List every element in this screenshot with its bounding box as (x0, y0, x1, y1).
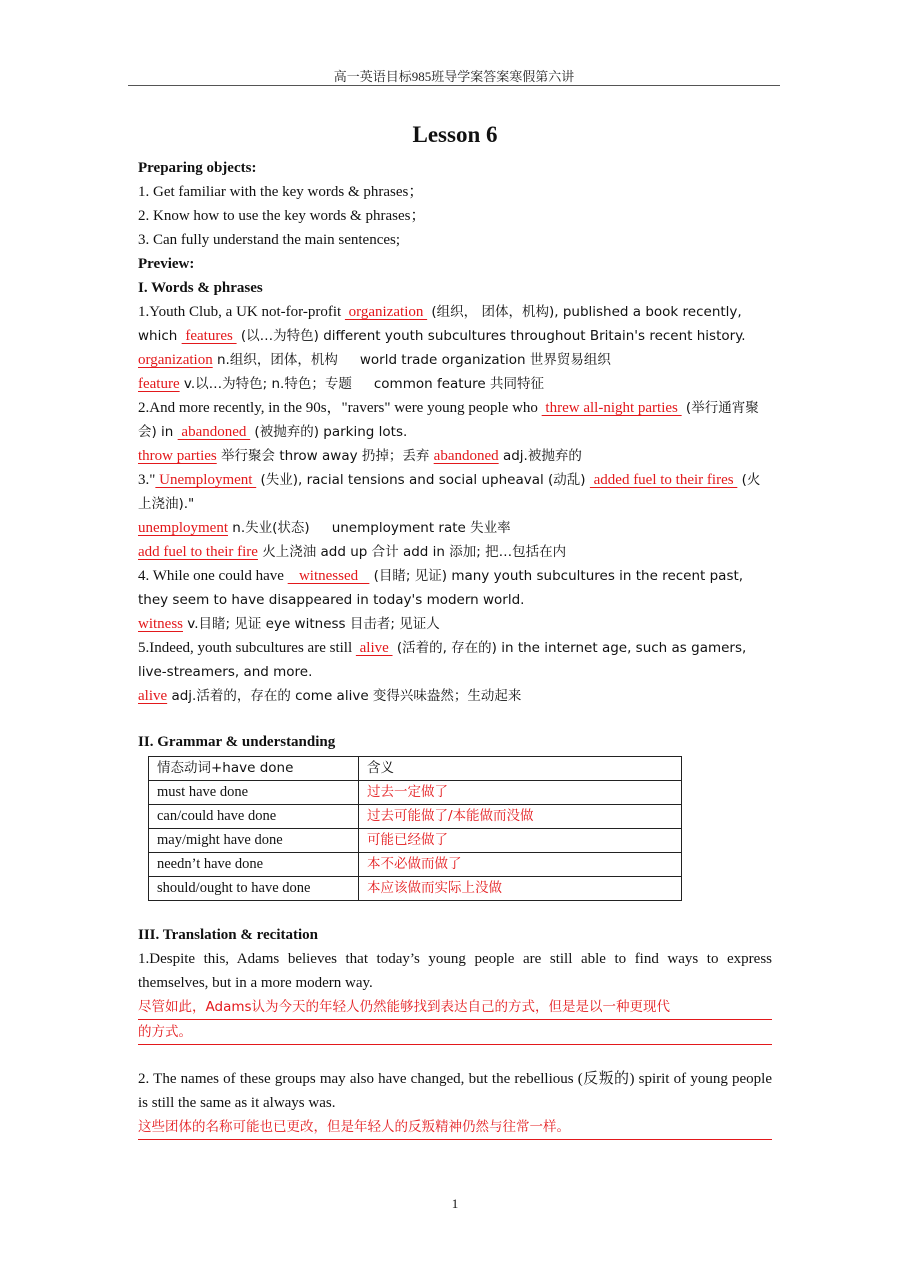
answer-blank: witnessed (287, 568, 370, 584)
question-4: 4. While one could have witnessed (目睹; 见证) many youth subcultures in the recent past, they seem to have disappeared in today's modern world. (138, 568, 744, 608)
answer-blank: features (181, 328, 237, 344)
vocab-note: alive adj.活着的，存在的 come alive 变得兴味盎然；生动起来 (138, 688, 522, 704)
table-row (149, 757, 682, 781)
translation-answer-2: 这些团体的名称可能也已更改，但是年轻人的反叛精神仍然与往常一样。 (138, 1115, 772, 1140)
vocab-note: add fuel to their fire 火上浇油 add up 合计 add in 添加; 把…包括在内 (138, 544, 567, 560)
table-cell: 情态动词+have done (149, 757, 359, 781)
translation-answer-1: 尽管如此，Adams认为今天的年轻人仍然能够找到表达自己的方式，但是是以一种更现代 的方式。 (138, 995, 772, 1045)
table-cell: needn’t have done (149, 853, 359, 877)
table-cell: should/ought to have done (149, 877, 359, 901)
question-2: 2.And more recently, in the 90s，"ravers" were young people who threw all-night parties (举行通宵聚会) in abandoned (被抛弃的) parking lots. (138, 400, 759, 440)
table-row (149, 805, 682, 829)
page-header: 高一英语目标985班导学案答案寒假第六讲 (333, 69, 575, 84)
table-cell: 含义 (359, 757, 682, 781)
question-5: 5.Indeed, youth subcultures are still alive (活着的, 存在的) in the internet age, such as gamers, live-streamers, and more. (138, 640, 747, 680)
lesson-title: Lesson 6 (412, 122, 498, 147)
preparing-heading: Preparing objects: (138, 160, 257, 176)
vocab-note: organization n.组织，团体，机构 world trade organization 世界贸易组织 (138, 352, 611, 368)
grammar-heading: II. Grammar & understanding (138, 734, 336, 750)
translation-heading: III. Translation & recitation (138, 927, 319, 943)
table-row (149, 853, 682, 877)
answer-blank: threw all-night parties (541, 400, 682, 416)
table-row (149, 877, 682, 901)
vocab-note: throw parties 举行聚会 throw away 扔掉；丢弃 abandoned adj.被抛弃的 (138, 448, 582, 464)
objective-item: 1. Get familiar with the key words & phrases； (138, 184, 424, 200)
table-cell: 本不必做而做了 (359, 853, 682, 877)
answer-blank: abandoned (177, 424, 251, 440)
document-body (138, 120, 772, 1140)
translation-sentence-2: 2. The names of these groups may also have changed, but the rebellious (反叛的) spirit of young people is still the same as it always was. (138, 1071, 772, 1111)
words-heading: I. Words & phrases (138, 280, 263, 296)
vocab-note: witness v.目睹; 见证 eye witness 目击者; 见证人 (138, 616, 440, 632)
table-cell: 过去可能做了/本能做而没做 (359, 805, 682, 829)
answer-blank: organization (344, 304, 428, 320)
objective-item: 2. Know how to use the key words & phrases； (138, 208, 426, 224)
question-3: 3." Unemployment (失业), racial tensions and social upheaval (动乱) added fuel to their fires (火上浇油)." (138, 472, 761, 512)
answer-blank: alive (355, 640, 393, 656)
preview-heading: Preview: (138, 256, 195, 272)
table-cell: 本应该做而实际上没做 (359, 877, 682, 901)
table-cell: 可能已经做了 (359, 829, 682, 853)
grammar-table (148, 756, 682, 901)
table-row (149, 829, 682, 853)
question-1: 1.Youth Club, a UK not-for-profit organization (组织， 团体，机构), published a book recently, which features (以…为特色) different youth subcultures throughout Britain's recent history. (138, 304, 746, 344)
page-number: 1 (451, 1196, 459, 1211)
answer-blank: Unemployment (155, 472, 257, 488)
header-rule (128, 85, 780, 86)
objective-item: 3. Can fully understand the main sentences; (138, 232, 401, 248)
translation-sentence-1: 1.Despite this, Adams believes that today’s young people are still able to find ways to express themselves, but in a more modern way. (138, 951, 772, 991)
table-cell: can/could have done (149, 805, 359, 829)
answer-blank: added fuel to their fires (589, 472, 738, 488)
vocab-note: unemployment n.失业(状态) unemployment rate 失业率 (138, 520, 511, 536)
vocab-note: feature v.以…为特色; n.特色；专题 common feature 共同特征 (138, 376, 544, 392)
table-cell: may/might have done (149, 829, 359, 853)
table-cell: 过去一定做了 (359, 781, 682, 805)
table-cell: must have done (149, 781, 359, 805)
table-row (149, 781, 682, 805)
